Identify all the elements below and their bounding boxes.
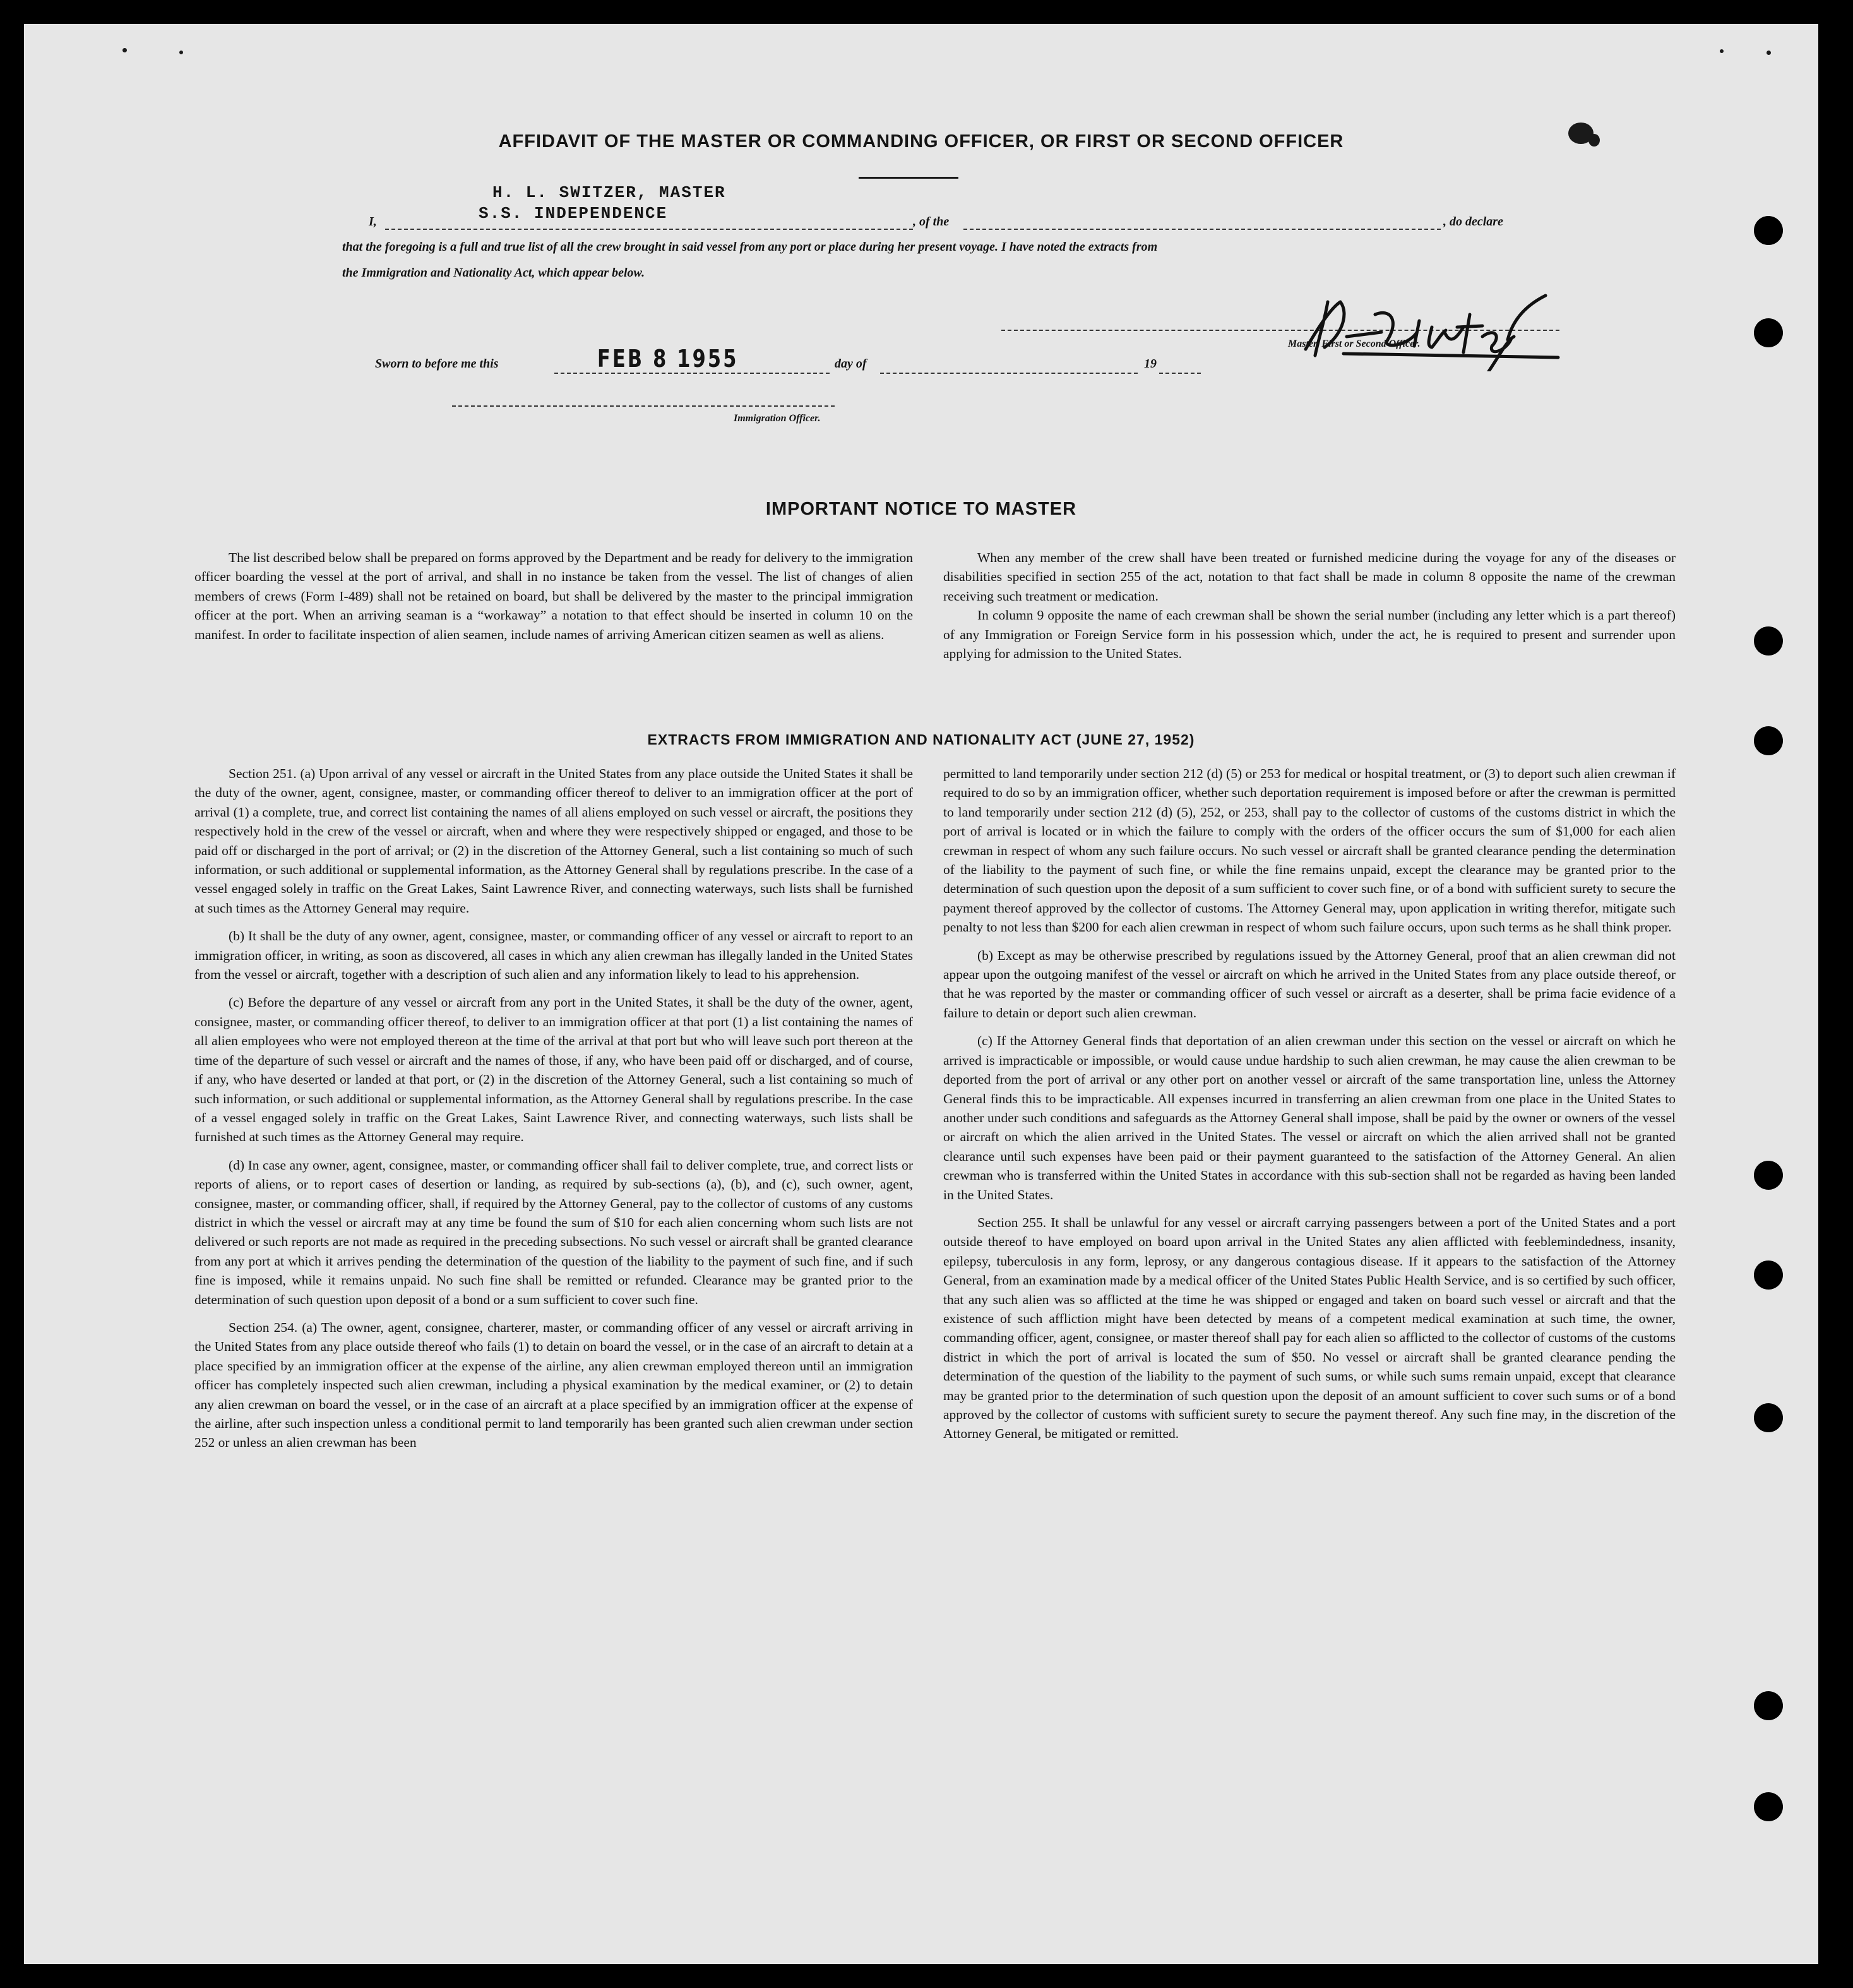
speck — [122, 48, 127, 52]
declaration-line-2: the Immigration and Nationality Act, which appear below. — [342, 266, 645, 280]
extracts-left-column — [194, 764, 913, 1461]
notice-right-column — [943, 548, 1676, 672]
vessel-name-typed: S.S. INDEPENDENCE — [479, 204, 668, 223]
binder-hole — [1754, 1792, 1783, 1821]
declaration-line-1: that the foregoing is a full and true list of all the crew brought in said vessel from any port or place during her present voyage. I have noted the extracts from — [342, 240, 1158, 254]
year-line — [1159, 373, 1201, 374]
section-254-c: (c) If the Attorney General finds that deportation of an alien crewman under this section on the vessel or aircraft on which he arrived is impracticable or impossible, or would cause undue hardship to such alien crewman, he may cause the alien crewman to be deported from the port of arrival or any other port on another vessel or aircraft of the same transportation line, unless the Attorney General finds this to be impracticable. All expenses incurred in transferring an alien crewman from one place in the United States to another under such conditions and safeguards as the Attorney General shall impose, shall be paid by the owner or owners of the vessel or aircraft on which the alien arrived in the United States. The vessel or aircraft on which the alien arrived shall not be granted clearance until such expenses have been paid or their payment guaranteed to the satisfaction of the Attorney General. An alien crewman who is transferred within the United States in accordance with this sub-section shall not be regarded as having been landed in the United States. — [943, 1033, 1676, 1202]
binder-hole — [1754, 1691, 1783, 1720]
of-the-label: , of the — [913, 215, 950, 229]
binder-hole — [1754, 1161, 1783, 1190]
master-name-typed: H. L. SWITZER, MASTER — [492, 183, 726, 202]
year-label: 19 — [1144, 357, 1157, 371]
month-line — [880, 373, 1138, 374]
binder-hole — [1754, 318, 1783, 347]
section-255: Section 255. It shall be unlawful for any vessel or aircraft carrying passengers between a port of the United States and a port outside thereof to have employed on board upon arrival in the United States any alien afflicted with feeblemindedness, insanity, epilepsy, tuberculosis in any form, leprosy, or any dangerous contagious disease. If it appears to the satisfaction of the Attorney General, from an examination made by a medical officer of the United States Public Health Service, and is so certified by such officer, that any such alien was so afflicted at the time he was shipped or engaged and taken on board such vessel or aircraft and that the existence of such affliction might have been detected by means of a competent medical examination at such time, the owner, commanding officer, agent, consignee, or master thereof shall pay for each alien so afflicted to the collector of customs of the customs district in which the port of arrival is located the sum of $50. No vessel or aircraft shall be granted clearance pending the determination of the question of the liability to the payment of such sums, or while such sums remain unpaid, except that clearance may be granted prior to the determination of such question upon the deposit of an amount sufficient to cover such sums or of a bond approved by the collector of customs with sufficient surety to secure the payment thereof. Any such fine may, in the discretion of the Attorney General, be mitigated or remitted. — [943, 1214, 1676, 1442]
section-251-c: (c) Before the departure of any vessel or aircraft from any port in the United States, it shall be the duty of the owner, agent, consignee, master, or commanding officer thereof, to deliver to an immigration officer at that port (1) a list containing the names of all alien employees who were not employed thereon at the time of the arrival at that port but who will leave such port thereon at the time of the departure of such vessel or aircraft and the names of those, if any, who have been paid off or discharged, and of course, if any, who have deserted or landed at that port, or (2) in the discretion of the Attorney General, such a list containing so much of such information, or such additional or supplemental information, as the Attorney General shall by regulations prescribe. In the case of a vessel engaged solely in traffic on the Great Lakes, Saint Lawrence River, and connecting waterways, such lists shall be furnished at such times as the Attorney General may require. — [194, 995, 913, 1145]
binder-hole — [1754, 1403, 1783, 1432]
date-stamp: FEB 8 1955 — [597, 345, 739, 373]
section-254-b: (b) Except as may be otherwise prescribed by regulations issued by the Attorney General, proof that an alien crewman did not appear upon the outgoing manifest of the vessel or aircraft on which he arrived in the United States from any place outside thereof, or that he was reported by the master or commanding officer of such vessel or aircraft as a deserter, shall be prima facie evidence of a failure to detain or deport such alien crewman. — [943, 947, 1676, 1021]
speck — [179, 51, 183, 54]
name-line — [385, 229, 913, 230]
notice-left-text: The list described below shall be prepared on forms approved by the Department and be ready for delivery to the immigration officer boarding the vessel at the port of arrival, and shall in no instance be taken from the vessel. The list of changes of alien members of crews (Form I-489) shall not be retained on board, but shall be delivered by the master to the principal immigration officer at the port. When an arriving seaman is a “workaway” a notation to that effect should be inserted in column 10 on the manifest. In order to facilitate inspection of alien seamen, include names of arriving American citizen seamen as well as aliens. — [194, 550, 913, 642]
title-rule — [859, 177, 958, 179]
document-page — [24, 24, 1818, 1964]
section-251-d: (d) In case any owner, agent, consignee, master, or commanding officer shall fail to deliver complete, true, and correct lists or reports of aliens, or to report cases of desertion or landing, as required by sub-sections (a), (b), and (c), such owner, agent, consignee, master, or commanding officer, shall, if required by the Attorney General, pay to the collector of customs of any customs district in which the vessel or aircraft may at any time be found the sum of $10 for each alien concerning whom such lists are not delivered or such reports are not made as required in the preceding subsections. No such vessel or aircraft shall be granted clearance from any port at which it arrives pending the determination of the question of the liability to the payment of such fine, and if such fine is imposed, while it remains unpaid. No such fine shall be remitted or refunded. Clearance may be granted prior to the determination of such question upon deposit of a bond or a sum sufficient to cover such fine. — [194, 1157, 913, 1307]
binder-hole — [1754, 1260, 1783, 1290]
vessel-line — [963, 229, 1441, 230]
handwritten-signature — [1280, 277, 1577, 371]
officer-caption: Immigration Officer. — [734, 413, 821, 424]
extracts-right-column — [943, 764, 1676, 1452]
i-label: I, — [369, 215, 377, 229]
day-of-label: day of — [835, 357, 867, 371]
sworn-date-line — [554, 373, 830, 374]
notice-left-paragraph — [194, 548, 913, 653]
section-254-a: Section 254. (a) The owner, agent, consignee, charterer, master, or commanding officer of any vessel or aircraft arriving in the United States from any place outside thereof who fails (1) to detain on board the vessel, or in the case of an aircraft to detain at a place specified by an immigration officer at the expense of the airline, any alien crewman employed thereon until an immigration officer has completely inspected such alien crewman, including a physical examination by the medical examiner, or (2) to detain any alien crewman on board the vessel, or in the case of an aircraft at a place specified by an immigration officer at the expense of the airline, after such inspection unless a conditional permit to land temporarily has been granted such alien crewman under section 252 or unless an alien crewman has been — [194, 1319, 913, 1451]
speck — [1767, 51, 1771, 55]
section-251-a: Section 251. (a) Upon arrival of any vessel or aircraft in the United States from any place outside the United States it shall be the duty of the owner, agent, consignee, master, or commanding officer thereof to deliver to an immigration officer at the port of arrival (1) a complete, true, and correct list containing the names of all aliens employed on such vessel or aircraft, the positions they respectively hold in the crew of the vessel or aircraft, when and where they were respectively shipped or engaged, and those to be paid off or discharged in the port of arrival; or (2) in the discretion of the Attorney General, such a list containing so much of such information, or such additional or supplemental information, as the Attorney General shall by regulations prescribe. In the case of a vessel engaged solely in traffic on the Great Lakes, Saint Lawrence River, and connecting waterways, such lists shall be furnished at such times as the Attorney General may require. — [194, 766, 913, 916]
extracts-title: EXTRACTS FROM IMMIGRATION AND NATIONALITY ACT (JUNE 27, 1952) — [647, 731, 1195, 748]
binder-hole — [1754, 626, 1783, 656]
notice-right-text-1: When any member of the crew shall have been treated or furnished medicine during the voyage for any of the diseases or disabilities specified in section 255 of the act, notation to that fact shall be made in column 8 opposite the name of the crewman receiving such treatment or medication. — [943, 550, 1676, 604]
notice-right-text-2: In column 9 opposite the name of each crewman shall be shown the serial number (including any letter which is a part thereof) of any Immigration or Foreign Service form in his possession which, under the act, he is required to present and surrender upon applying for admission to the United States. — [943, 608, 1676, 662]
ink-blot — [1588, 134, 1600, 147]
section-251-b: (b) It shall be the duty of any owner, agent, consignee, master, or commanding officer of any vessel or aircraft to report to an immigration officer, in writing, as soon as discovered, all cases in which any alien crewman has illegally landed in the United States from the vessel or aircraft, together with a description of such alien and any information likely to lead to his apprehension. — [194, 928, 913, 983]
affidavit-title: AFFIDAVIT OF THE MASTER OR COMMANDING OFFICER, OR FIRST OR SECOND OFFICER — [498, 131, 1344, 152]
officer-line — [452, 405, 835, 407]
notice-title: IMPORTANT NOTICE TO MASTER — [765, 499, 1077, 519]
section-254-a-continued: permitted to land temporarily under section 212 (d) (5) or 253 for medical or hospital treatment, or (3) to deport such alien crewman if required to do so by an immigration officer, whether such deportation requirement is imposed before or after the crewman is permitted to land temporarily under section 212 (d) (5), 252, or 253, shall pay to the collector of customs of the customs district in which the port of arrival is located or in which the failure to comply with the orders of the officer occurs the sum of $1,000 for each alien crewman in respect of whom any such failure occurs. No such vessel or aircraft shall be granted clearance pending the determination of the liability to the payment of such fine, or while the fine remains unpaid, except the clearance may be granted prior to the determination of such question upon the deposit of a sum sufficient to cover such fine, or of a bond with sufficient surety to secure the payment thereof approved by the collector of customs. The Attorney General may, upon application in writing therefor, mitigate such penalty to not less than $200 for each alien crewman in respect of whom such failure occurs, upon such terms as he shall think proper. — [943, 766, 1676, 935]
binder-hole — [1754, 216, 1783, 245]
speck — [1720, 49, 1724, 53]
do-declare-label: , do declare — [1443, 215, 1503, 229]
sworn-label: Sworn to before me this — [375, 357, 499, 371]
signature-caption: Master, First or Second Officer. — [1288, 338, 1421, 349]
binder-hole — [1754, 726, 1783, 755]
